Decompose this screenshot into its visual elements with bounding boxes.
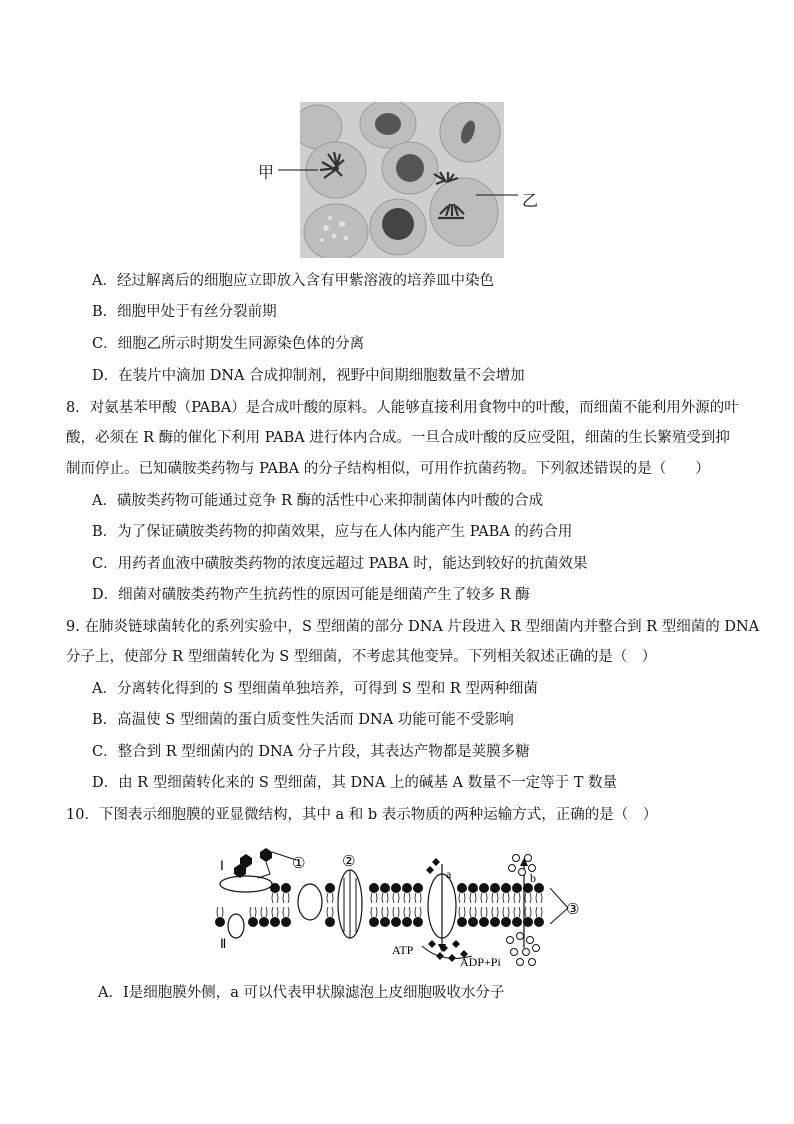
phospholipid-head [501, 883, 511, 893]
phospholipid-tail [415, 907, 421, 917]
phospholipid-tail [393, 907, 399, 917]
q8-stem-line-1: 8．对氨基苯甲酸（PABA）是合成叶酸的原料。人能够直接利用食物中的叶酸，而细菌不能利用外源的叶 [66, 400, 739, 416]
q7-option-a: A．经过解离后的细胞应立即放入含有甲紫溶液的培养皿中染色 [92, 273, 494, 289]
phospholipid-head [512, 883, 522, 893]
q9-stem-line-1: 9. 在肺炎链球菌转化的系列实验中，S 型细菌的部分 DNA 片段进入 R 型细菌内并整合到 R 型细菌的 DNA [66, 619, 760, 635]
membrane-diagram [210, 848, 590, 976]
phospholipid-head [380, 883, 390, 893]
phospholipid-head [259, 917, 269, 927]
phospholipid-head [413, 883, 423, 893]
phospholipid-tail [217, 907, 223, 917]
phospholipid-tail [371, 907, 377, 917]
phospholipid-tail [459, 893, 465, 903]
phospholipid-tail [492, 893, 498, 903]
phospholipid-head [281, 917, 291, 927]
phospholipid-head [325, 883, 335, 893]
phospholipid-tail [404, 907, 410, 917]
phospholipid-tail [327, 893, 333, 903]
phospholipid-layer-bottom [215, 907, 544, 927]
phospholipid-head [468, 917, 478, 927]
q9-option-c: C．整合到 R 型细菌内的 DNA 分子片段，其表达产物都是荚膜多糖 [92, 744, 530, 760]
carrier-protein [428, 864, 456, 952]
phospholipid-tail [382, 893, 388, 903]
phospholipid-head [281, 883, 291, 893]
phospholipid-tail [283, 893, 289, 903]
phospholipid-head [325, 917, 335, 927]
phospholipid-head [248, 917, 258, 927]
phospholipid-tail [283, 907, 289, 917]
phospholipid-tail [272, 907, 278, 917]
phospholipid-head [512, 917, 522, 927]
phospholipid-head [534, 917, 544, 927]
q9-stem-line-2: 分子上，使部分 R 型细菌转化为 S 型细菌，不考虑其他变异。下列相关叙述正确的是（ ） [66, 649, 657, 665]
phospholipid-head [369, 917, 379, 927]
q9-option-b: B．高温使 S 型细菌的蛋白质变性失活而 DNA 功能可能不受影响 [92, 712, 514, 728]
phospholipid-head [215, 917, 225, 927]
phospholipid-head [369, 883, 379, 893]
label-yi: 乙 [522, 191, 539, 210]
phospholipid-tail [393, 893, 399, 903]
label-arrow-a: a [446, 867, 452, 881]
phospholipid-head [490, 883, 500, 893]
phospholipid-tail [525, 893, 531, 903]
label-circ-3: ③ [566, 900, 580, 918]
q8-option-a: A．磺胺类药物可能通过竞争 R 酶的活性中心来抑制菌体内叶酸的合成 [92, 493, 544, 509]
phospholipid-head [490, 917, 500, 927]
q10-option-a: A．Ⅰ是细胞膜外侧，a 可以代表甲状腺滤泡上皮细胞吸收水分子 [98, 985, 505, 1001]
phospholipid-head [391, 883, 401, 893]
q9-option-d: D．由 R 型细菌转化来的 S 型细菌，其 DNA 上的碱基 A 数量不一定等于 T 数量 [92, 775, 617, 791]
figure1-pointer-lines [0, 0, 794, 220]
phospholipid-tail [536, 907, 542, 917]
phospholipid-tail [459, 907, 465, 917]
phospholipid-tail [404, 893, 410, 903]
label-arrow-b: b [530, 871, 536, 885]
phospholipid-tail [503, 893, 509, 903]
protein-peripheral [298, 884, 322, 920]
q8-stem-line-3: 制而停止。已知磺胺类药物与 PABA 的分子结构相似，可用作抗菌药物。下列叙述错误的是（ ） [66, 461, 710, 477]
q8-option-d: D．细菌对磺胺类药物产生抗药性的原因可能是细菌产生了较多 R 酶 [92, 587, 530, 603]
phospholipid-tail [492, 907, 498, 917]
phospholipid-tail [415, 893, 421, 903]
label-side-top: Ⅰ [220, 858, 224, 873]
phospholipid-tail [481, 907, 487, 917]
phospholipid-head [479, 883, 489, 893]
label-side-bottom: Ⅱ [220, 936, 227, 951]
phospholipid-head [457, 883, 467, 893]
phospholipid-head [501, 917, 511, 927]
channel-protein [338, 870, 362, 938]
phospholipid-head [413, 917, 423, 927]
phospholipid-tail [514, 893, 520, 903]
q7-option-b: B．细胞甲处于有丝分裂前期 [92, 304, 277, 320]
q9-option-a: A．分离转化得到的 S 型细菌单独培养，可得到 S 型和 R 型两种细菌 [92, 681, 538, 697]
phospholipid-tail [327, 907, 333, 917]
phospholipid-head [479, 917, 489, 927]
phospholipid-tail [261, 907, 267, 917]
q8-option-c: C．用药者血液中磺胺类药物的浓度远超过 PABA 时，能达到较好的抗菌效果 [92, 556, 588, 572]
label-circ-1: ① [292, 854, 306, 872]
phospholipid-tail [514, 907, 520, 917]
phospholipid-head [391, 917, 401, 927]
phospholipid-tail [470, 893, 476, 903]
label-circ-2: ② [342, 852, 356, 870]
phospholipid-tail [503, 907, 509, 917]
phospholipid-tail [481, 893, 487, 903]
q7-option-d: D．在装片中滴加 DNA 合成抑制剂，视野中间期细胞数量不会增加 [92, 368, 525, 384]
label-jia: 甲 [258, 163, 275, 182]
q8-stem-line-2: 酸，必须在 R 酶的催化下利用 PABA 进行体内合成。一旦合成叶酸的反应受阻，细菌的生长繁殖受到抑 [66, 430, 730, 446]
q8-option-b: B．为了保证磺胺类药物的抑菌效果，应与在人体内能产生 PABA 的药合用 [92, 524, 573, 540]
phospholipid-tail [382, 907, 388, 917]
label-atp: ATP [392, 943, 414, 957]
phospholipid-head [468, 883, 478, 893]
phospholipid-tail [536, 893, 542, 903]
q10-stem: 10．下图表示细胞膜的亚显微结构，其中 a 和 b 表示物质的两种运输方式，正确的是（ ） [66, 807, 658, 823]
protein-inner [228, 914, 244, 938]
phospholipid-head [402, 917, 412, 927]
phospholipid-tail [272, 893, 278, 903]
phospholipid-head [270, 917, 280, 927]
phospholipid-head [457, 917, 467, 927]
label-adp: ADP+Pi [460, 955, 501, 969]
phospholipid-tail [470, 907, 476, 917]
q7-option-c: C．细胞乙所示时期发生同源染色体的分离 [92, 336, 365, 352]
phospholipid-head [402, 883, 412, 893]
membrane-diagram-svg [210, 848, 590, 972]
phospholipid-tail [250, 907, 256, 917]
phospholipid-tail [525, 907, 531, 917]
phospholipid-tail [371, 893, 377, 903]
phospholipid-head [380, 917, 390, 927]
